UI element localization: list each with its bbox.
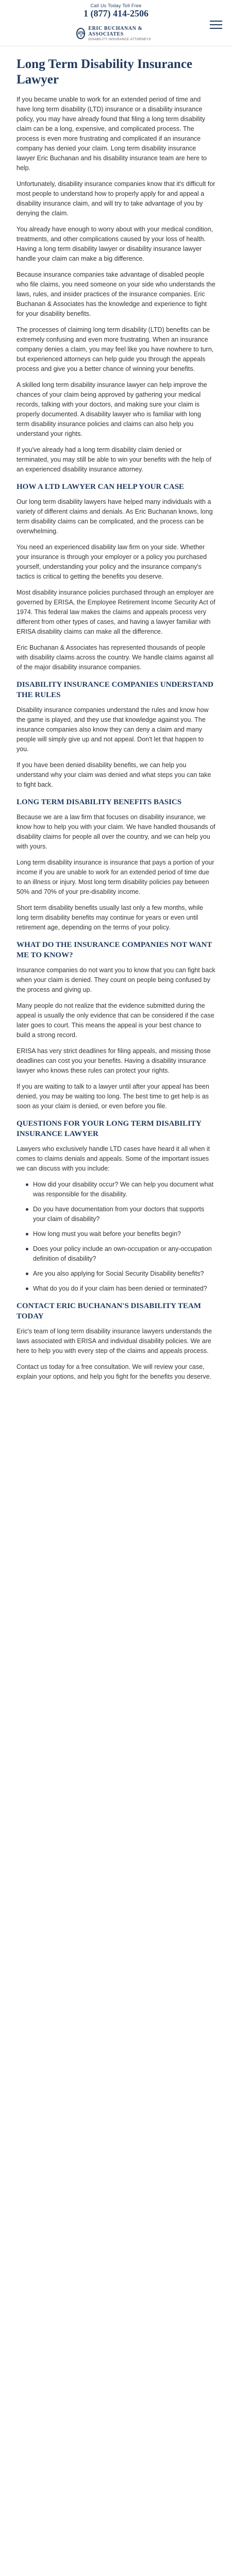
page-title: Long Term Disability Insurance Lawyer [16,57,193,87]
site-header [0,0,232,46]
menu-bar [210,28,222,29]
logo-tagline: DISABILITY INSURANCE ATTORNEYS [88,38,152,41]
section-paragraph: You need an experienced disability law firm on your side. Whether your insurance is through your employer or a policy you purchased yourself, understanding your policy and the insurance company's tactics is critical to getting the benefits you deserve. [16,544,207,580]
header-phone-link[interactable]: 1 (877) 414-2506 [84,8,148,19]
list-item: How did your disability occur? We can help you document what was responsible for the disability. [26,1180,216,1199]
logo-name: ERIC BUCHANAN & ASSOCIATES [88,26,143,37]
section-paragraph: Long term disability insurance is insurance that pays a portion of your income if you are unable to work for an extended period of time due to an illness or injury. Most long term disability policies pay between 50% and 70% of your pre-disability income. [16,859,214,895]
section-paragraph: Lawyers who exclusively handle LTD cases have heard it all when it comes to claims denials and appeals. Some of the important issues we can discuss with you include: [16,1145,210,1172]
logo-text [88,26,156,41]
list-item: Does your policy include an own-occupation or any-occupation definition of disability? [26,1244,216,1264]
section-paragraph: ERISA has very strict deadlines for filing appeals, and missing those deadlines can cost you your benefits. Having a disability insurance lawyer who knows these rules can protect your rights. [16,1047,211,1074]
section-paragraph: Contact us today for a free consultation. We will review your case, explain your options, and help you fight for the benefits you deserve. [16,1363,212,1380]
list-item: How long must you wait before your benefits begin? [26,1229,216,1239]
intro-paragraph: If you became unable to work for an extended period of time and have long term disability (LTD) insurance or a disability insurance policy, you may have already found that filing a long term disability claim can be a long, expensive, and complicated process. The process is even more frustrating and complicated if an insurance company has denied your claim. Long term disability insurance lawyer Eric Buchanan and his disability insurance team are here to help. [16,96,207,172]
section-heading: CONTACT ERIC BUCHANAN'S DISABILITY TEAM TODAY [16,1302,201,1320]
section-paragraph: Most disability insurance policies purchased through an employer are governed by ERISA, the Employee Retirement Income Security Act of 1974. This federal law makes the claims and appeals process very different from other types of cases, and having a lawyer familiar with ERISA disability claims can make all the difference. [16,589,216,635]
list-item: What do you do if your claim has been denied or terminated? [26,1284,216,1294]
section-heading: WHAT DO THE INSURANCE COMPANIES NOT WANT ME TO KNOW? [16,941,212,959]
section-paragraph: Our long term disability lawyers have helped many individuals with a variety of different claims and denials. As Eric Buchanan knows, long term disability claims can be complicated, and the process can be overwhelming. [16,498,213,535]
section-paragraph: If you are waiting to talk to a lawyer until after your appeal has been denied, you may be waiting too long. The best time to get help is as soon as your claim is denied, or even before you file. [16,1083,209,1110]
intro-paragraph: You already have enough to worry about with your medical condition, treatments, and other complications caused by your loss of health. Having a long term disability lawyer or disability insurance lawyer handle your claim can make a big difference. [16,226,213,262]
menu-bar [210,24,222,25]
intro-paragraph: A skilled long term disability insurance lawyer can help improve the chances of your claim being approved by gathering your medical records, talking with your doctors, and making sure your claim is properly documented. A disability lawyer who is familiar with long term disability insurance policies and claims can also help you understand your rights. [16,381,207,437]
call-bar [82,3,150,19]
section-paragraph: Eric Buchanan & Associates has represented thousands of people with disability claims across the country. We handle claims against all of the major disability insurance companies. [16,644,214,671]
intro-paragraph: Unfortunately, disability insurance companies know that it's difficult for most people to understand how to properly apply for and appeal a disability insurance claim, and will try to take advantage of you by denying the claim. [16,180,216,217]
menu-bar [210,21,222,22]
section-paragraph: Insurance companies do not want you to know that you can fight back when your claim is denied. They count on people being confused by the process and giving up. [16,967,216,993]
intro-paragraph: If you've already had a long term disability claim denied or terminated, you may still be able to win your benefits with the help of an experienced disability insurance attorney. [16,446,211,473]
call-label: Call Us Today Toll Free [90,3,142,8]
section-paragraph: Eric's team of long term disability insurance lawyers understands the laws associated with ERISA and individual disability policies. We are here to help you with every step of the claims and appeals process. [16,1328,212,1354]
section-heading: QUESTIONS FOR YOUR LONG TERM DISABILITY INSURANCE LAWYER [16,1120,202,1138]
scales-icon [76,28,85,39]
questions-list [26,1180,216,1294]
section-heading: LONG TERM DISABILITY BENEFITS BASICS [16,798,182,806]
site-logo[interactable] [76,25,156,42]
section-heading: HOW A LTD LAWYER CAN HELP YOUR CASE [16,483,184,491]
section-paragraph: Disability insurance companies understand the rules and know how the game is played, and they use that knowledge against you. The insurance companies also know they can deny a claim and many people will simply give up and not appeal. Don't let that happen to you. [16,706,209,753]
intro-paragraph: Because insurance companies take advantage of disabled people who file claims, you need someone on your side who understands the laws, rules, and insider practices of the insurance companies. Eric Buchanan & Associates has the knowledge and experience to fight for your disability benefits. [16,271,216,317]
list-item: Do you have documentation from your doctors that supports your claim of disability? [26,1205,216,1224]
section-paragraph: If you have been denied disability benefits, we can help you understand why your claim was denied and what steps you can take to fight back. [16,761,211,788]
section-paragraph: Many people do not realize that the evidence submitted during the appeal is usually the only evidence that can be considered if the case later goes to court. This means the appeal is your best chance to build a strong record. [16,1002,214,1039]
list-item: Are you also applying for Social Security Disability benefits? [26,1269,216,1279]
section-paragraph: Because we are a law firm that focuses on disability insurance, we know how to help you with your claim. We have handled thousands of disability claims for people all over the country, and we can help you with yours. [16,814,216,850]
main-content [0,46,232,2576]
menu-hamburger-icon[interactable] [208,19,224,31]
section-heading: DISABILITY INSURANCE COMPANIES UNDERSTAND THE RULES [16,681,213,699]
section-paragraph: Short term disability benefits usually last only a few months, while long term disability benefits may continue for years or even until retirement age, depending on the terms of your policy. [16,904,203,931]
intro-paragraph: The processes of claiming long term disability (LTD) benefits can be extremely confusing and even more frustrating. When an insurance company denies a claim, you may feel like you have nowhere to turn, but experienced attorneys can help guide you through the appeals process and give you a better chance of winning your benefits. [16,326,214,372]
